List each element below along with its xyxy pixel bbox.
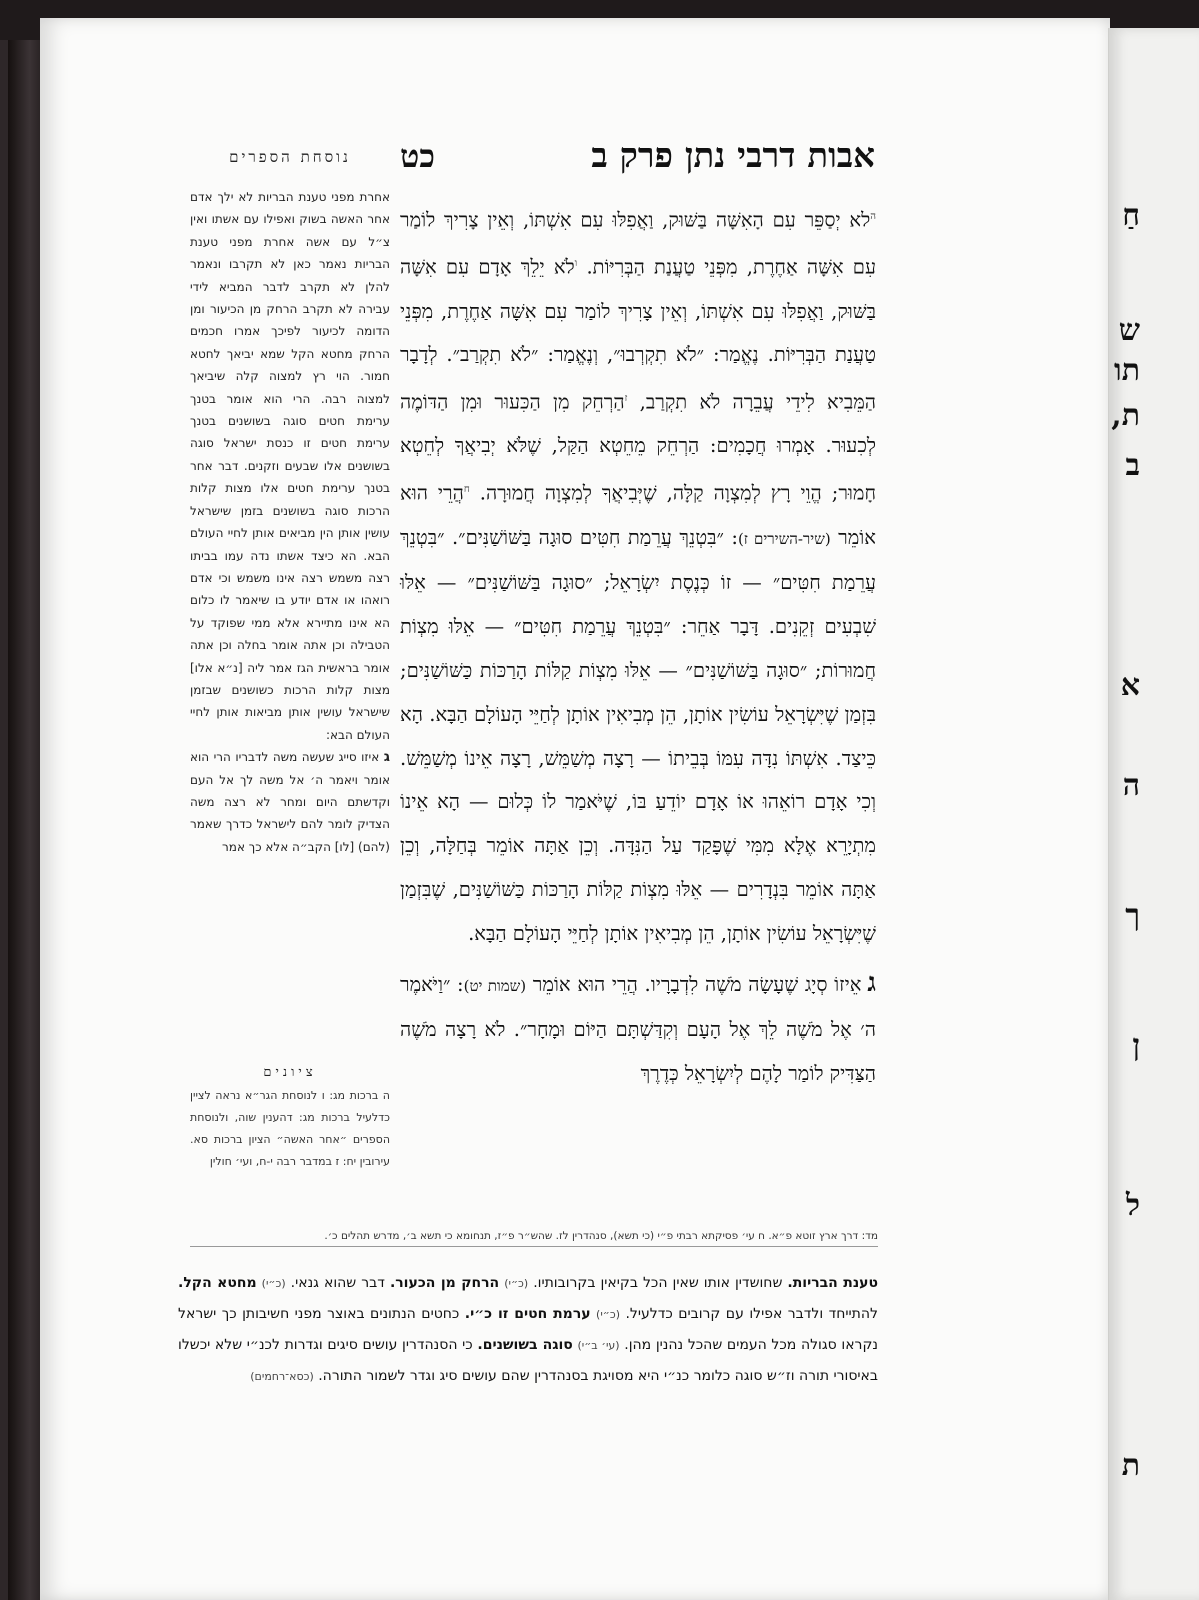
divider (190, 1246, 878, 1247)
main-sentence: : ״בִּטְנֵךְ עֲרֵמַת חִטִּים סוּגָה בַּשּׁוֹשַׁנִּים״. ״בִּטְנֵךְ עֲרֵמַת חִטִּים״ — זוֹ כְּנֶסֶת יִשְׂרָאֵל; ״סוּגָה בַּשּׁוֹשַׁנִּים״ — אֵלּוּ שִׁבְעִים זְקֵנִים. דָּבָר אַחֵר: ״בִּטְנֵךְ עֲרֵמַת חִטִּים״ — אֵלּוּ מִצְוֹת חֲמוּרוֹת; ״סוּגָה בַּשּׁוֹשַׁנִּים״ — אֵלּוּ מִצְוֹת קַלּוֹת הָרַכּוֹת כַּשּׁוֹשַׁנִּים; בִּזְמַן שֶׁיִּשְׂרָאֵל עוֹשִׂין אוֹתָן, הֵן מְבִיאִין אוֹתָן לְחַיֵּי הָעוֹלָם הַבָּא. הָא כֵּיצַד. אִשְׁתּוֹ נִדָּה עִמּוֹ בְּבֵיתוֹ — רָצָה מְשַׁמֵּשׁ, רָצָה אֵינוֹ מְשַׁמֵּשׁ. וְכִי אָדָם רוֹאֵהוּ אוֹ אָדָם יוֹדֵעַ בּוֹ, שֶׁיֹּאמַר לוֹ כְּלוּם — הָא אֵינוֹ מִתְיָרֵא אֶלָּא מִמִּי שֶׁפָּקַד עַל הַנִּדָּה. וְכֵן אַתָּה אוֹמֵר בְּחַלָּה, וְכֵן אַתָּה אוֹמֵר בִּנְדָרִים — אֵלּוּ מִצְוֹת קַלּוֹת הָרַכּוֹת כַּשּׁוֹשַׁנִּים, שֶׁבִּזְמַן שֶׁיִּשְׂרָאֵל עוֹשִׂין אוֹתָן, הֵן מְבִיאִין אוֹתָן לְחַיֵּי הָעוֹלָם הַבָּא. (400, 525, 876, 945)
facing-page-fragment: ש (1118, 313, 1140, 348)
variant-reading-text: אחרת מפני טענת הבריות לא ילך אדם אחר האשה בשוק ואפילו עם אשתו ואין צ״ל עם אשה אחרת מפני טענת הבריות נאמר כאן לא תקרבו ונאמר להלן לא תקרב לדבר המביא לידי עבירה לא תקרב הרחק מן הכיעור ומן הדומה לכיעור לפיכך אמרו חכמים הרחק מחטא הקל שמא יביאך לחטא חמור. הוי רץ למצוה קלה שיביאך למצוה רבה. הרי הוא אומר בטנך ערימת חטים סוגה בשושנים בטנך ערימת חטים זו כנסת ישראל סוגה בשושנים אלו שבעים וזקנים. דבר אחר בטנך ערימת חטים אלו מצות קלות הרכות סוגה בשושנים בזמן שישראל עושין אותן הין מביאים אותן לחיי העולם הבא. הא כיצד אשתו נדה עמו בביתו רצה משמש רצה אינו משמש וכי אדם רואהו או אדם יודע בו שיאמר לו כלום הא אינו מתיירא אלא ממי שפוקד על הטבילה וכן אתה אומר בחלה וכן אתה אומר בראשית הגז אמר ליה [נ״א אלו] מצות קלות הרכות כשושנים שבזמן שישראל עושין אותן מביאות אותן לחיי העולם הבא: (190, 190, 390, 742)
section-letter: ג (867, 967, 877, 998)
main-sentence: הַרְחֵק מִן הַכִּעוּר וּמִן הַדּוֹמֶה לְכִעוּר. אָמְרוּ חֲכָמִים: הַרְחֵק מֵחֵטְא הַקַּל, שֶׁלֹּא יְבִיאֲךָ לְחֵטְא חָמוּר; הֱוֵי רָץ לְמִצְוָה קַלָּה, שֶׁיְּבִיאֲךָ לְמִצְוָה חֲמוּרָה. (400, 390, 877, 505)
variant-readings-column (190, 186, 390, 858)
section-2-body (400, 195, 876, 956)
main-text (400, 195, 876, 1096)
facing-page-fragment: תו (1114, 353, 1140, 388)
commentary-source: (כסא־רחמים) (250, 1370, 314, 1383)
book-spine (8, 40, 44, 1600)
tziyunim-heading: ציונים (263, 1065, 317, 1080)
source-citation: (שיר-השירים ז) (737, 529, 831, 548)
page-number: כט (400, 137, 435, 175)
source-citation: (שמות יט) (463, 976, 527, 995)
facing-page-fragment: ת, (1111, 398, 1140, 433)
main-sentence: לא יְסַפֵּר עִם הָאִשָּׁה בַּשּׁוּק, וַאֲפִלּוּ עִם אִשְׁתּוֹ, וְאֵין צָרִיךְ לוֹמַר עִם אִשָּׁה אַחֶרֶת, מִפְּנֵי טַעֲנַת הַבְּרִיּוֹת. (400, 208, 877, 279)
footnote-references: מד: דרך ארץ זוטא פ״א. ח עי׳ פסיקתא רבתי פ״י (כי תשא), סנהדרין לז. שהש״ר פ״ז, תנחומא כי תשא ב׳, מדרש תהלים כ׳. (324, 1230, 878, 1242)
commentary-headword: ערמת חטים זו כ״י. (464, 1306, 591, 1322)
side-column-heading: נוסחת הספרים (229, 148, 351, 166)
facing-page-fragment: ל (1125, 1188, 1140, 1223)
note-marker: ח (463, 484, 470, 496)
facing-page-fragment: ת (1121, 1448, 1140, 1483)
commentary-headword: הרחק מן הכעור. (389, 1275, 500, 1291)
commentary-headword: סוגה בשושנים. (477, 1337, 573, 1353)
tziyunim-text: ה ברכות מג: ו לנוסחת הגר״א נראה לציין כדלעיל ברכות מג: דהענין שוה, ולנוסחת הספרים ״אחר האשה״ הציון ברכות סא. עירובין יח: ז במדבר רבה י-ח, ועי׳ חולין (190, 1089, 390, 1168)
section-letter: ג (383, 749, 390, 766)
running-head (400, 130, 875, 182)
section-3-body (400, 962, 876, 1096)
commentary-source: (כ״י) (261, 1277, 286, 1290)
commentary-headword: מחטא הקל. (178, 1275, 257, 1291)
facing-page-fragment: ן (1132, 1028, 1140, 1063)
facing-page-fragment: ך (1125, 898, 1140, 933)
commentary-text: דבר שהוא גנאי. (290, 1275, 385, 1291)
facing-page-fragment: ב (1125, 448, 1140, 483)
commentary-headword: טענת הבריות. (787, 1275, 878, 1291)
facing-page-fragment: א (1120, 668, 1140, 703)
main-sentence: : ״וַיֹּאמֶר ה׳ אֶל מֹשֶׁה לֵךְ אֶל הָעָם וְקִדַּשְׁתָּם הַיּוֹם וּמָחָר״. לֹא רָצָה מֹשֶׁה הַצַּדִּיק לוֹמַר לָהֶם לְיִשְׂרָאֵל כְּדֶרֶךְ (400, 972, 876, 1086)
note-marker: ה (870, 211, 876, 222)
page-title: אבות דרבי נתן פרק ב (591, 136, 875, 176)
commentary-text: שחושדין אותו שאין הכל בקיאין בקרובותיו. (533, 1275, 783, 1291)
commentary-source: (כ״י) (504, 1277, 529, 1290)
commentary-source: (עי׳ ב״י) (577, 1339, 620, 1352)
main-sentence: הֲרֵי הוּא אוֹמֵר (400, 481, 876, 549)
commentary-text: להתייחד ולדבר אפילו עם קרובים כדלעיל. (625, 1306, 878, 1322)
note-marker: ו (574, 258, 578, 270)
commentary-source: (כ״י) (596, 1308, 620, 1321)
facing-page-fragment: חַ (1122, 198, 1140, 233)
main-sentence: לֹא יֵלֵךְ אָדָם עִם אִשָּׁה בַּשּׁוּק, וַאֲפִלּוּ עִם אִשְׁתּוֹ, וְאֵין צָרִיךְ לוֹמַר עִם אִשָּׁה אַחֶרֶת, מִפְּנֵי טַעֲנַת הַבְּרִיּוֹת. נֶאֱמַר: ״לֹא תִקְרְבוּ״, וְנֶאֱמַר: ״לֹא תִקְרַב״. לְדָבָר הַמֵּבִיא לִידֵי עֲבֵרָה לֹא תִקְרַב, (400, 255, 877, 414)
facing-page-fragment: ה (1122, 768, 1140, 803)
variant-reading-section-3 (190, 746, 390, 858)
tziyunim-notes (190, 1085, 390, 1173)
note-marker: ז (624, 393, 628, 405)
commentary (178, 1268, 878, 1392)
main-sentence: אֵיזוֹ סְיָג שֶׁעָשָׂה מֹשֶׁה לִדְבָרָיו. הֲרֵי הוּא אוֹמֵר (532, 972, 862, 996)
commentary-text: כחטים הנתונים באוצר מפני חשיבותן כך ישראל נקראו סגולה מכל העמים שהכל נהנין מהן. (178, 1306, 879, 1353)
facing-page-edge (1108, 28, 1199, 1600)
commentary-text: כי הסנהדרין עושים סיגים וגדרות לכנ״י שלא יכשלו באיסורי תורה וז״ש סוגה כלומר כנ״י היא מסויגת בסנהדרין שהם עושים סיג וגדר לשמור התורה. (178, 1337, 878, 1384)
variant-reading-text: איזו סייג שעשה משה לדבריו הרי הוא אומר ויאמר ה׳ אל משה לך אל העם וקדשתם היום ומחר לא רצה משה הצדיק לומר להם לישראל כדרך שאמר (להם) [לו] הקב״ה אלא כך אמר (190, 750, 390, 854)
